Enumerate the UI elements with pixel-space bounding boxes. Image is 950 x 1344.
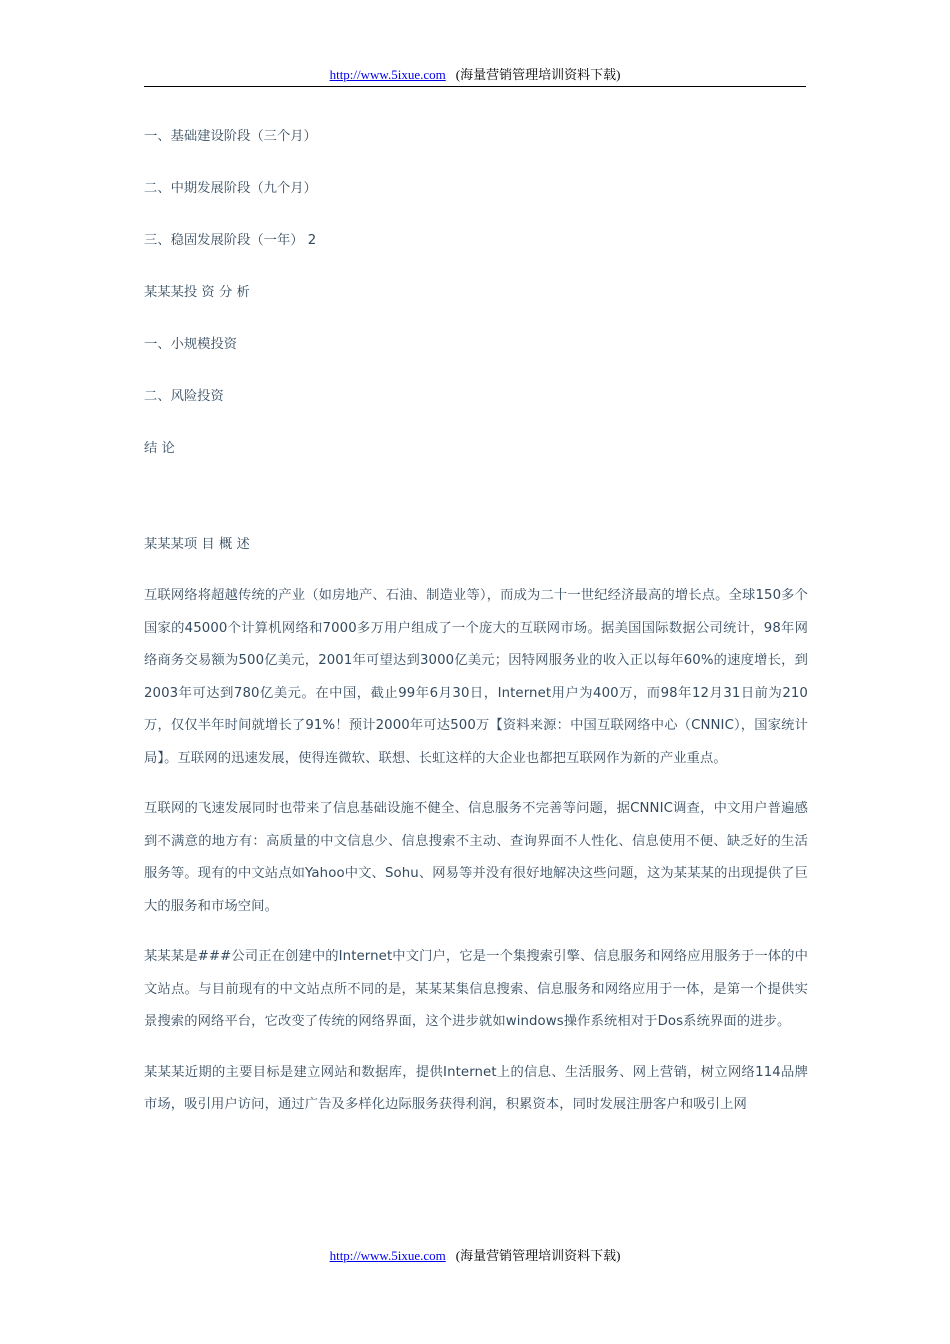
toc-item: 二、风险投资 [144,389,224,404]
header-tagline: (海量营销管理培训资料下载) [455,67,621,82]
toc-item: 三、稳固发展阶段（一年） 2 [144,233,317,248]
body-paragraph: 互联网的飞速发展同时也带来了信息基础设施不健全、信息服务不完善等问题，据CNNIC调查，中文用户普遍感到不满意的地方有：高质量的中文信息少、信息搜索不主动、查询界面不人性化、信息使用不便、缺乏好的生活服务等。现有的中文站点如Yahoo中文、Sohu、网易等并没有很好地解决这些问题，这为某某某的出现提供了巨大的服务和市场空间。 [144,801,808,914]
body-paragraph: 某某某近期的主要目标是建立网站和数据库，提供Internet上的信息、生活服务、网上营销，树立网络114品牌市场，吸引用户访问，通过广告及多样化边际服务获得利润，积累资本，同时发展注册客户和吸引上网 [144,1064,808,1112]
page-header [144,66,806,87]
section-spacer [144,488,808,532]
page-footer [144,1247,806,1267]
footer-site-link[interactable]: http://www.5ixue.com [329,1248,446,1263]
toc-item: 一、基础建设阶段（三个月） [144,129,317,144]
toc-item: 二、中期发展阶段（九个月） [144,181,317,196]
body-paragraph: 某某某是###公司正在创建中的Internet中文门户，它是一个集搜索引擎、信息服务和网络应用服务于一体的中文站点。与目前现有的中文站点所不同的是，某某某集信息搜索、信息服务和网络应用于一体，是第一个提供实景搜索的网络平台，它改变了传统的网络界面，这个进步就如windows操作系统相对于Dos系统界面的进步。 [144,949,808,1029]
footer-tagline: (海量营销管理培训资料下载) [455,1248,621,1263]
toc-item: 结 论 [144,441,175,456]
body-paragraph: 互联网络将超越传统的产业（如房地产、石油、制造业等），而成为二十一世纪经济最高的增长点。全球150多个国家的45000个计算机网络和7000多万用户组成了一个庞大的互联网市场。据美国国际数据公司统计，98年网络商务交易额为500亿美元，2001年可望达到3000亿美元；因特网服务业的收入正以每年60%的速度增长，到2003年可达到780亿美元。在中国，截止99年6月30日，Internet用户为400万，而98年12月31日前为210万，仅仅半年时间就增长了91%！预计2000年可达500万【资料来源：中国互联网络中心（CNNIC），国家统计局】。互联网的迅速发展，使得连微软、联想、长虹这样的大企业也都把互联网作为新的产业重点。 [144,588,808,766]
toc-item: 某某某投 资 分 析 [144,285,250,300]
table-of-contents [144,124,808,488]
header-site-link[interactable]: http://www.5ixue.com [329,67,446,82]
document-body [144,124,808,1140]
section-title: 某某某项 目 概 述 [144,537,250,552]
toc-item: 一、小规模投资 [144,337,238,352]
